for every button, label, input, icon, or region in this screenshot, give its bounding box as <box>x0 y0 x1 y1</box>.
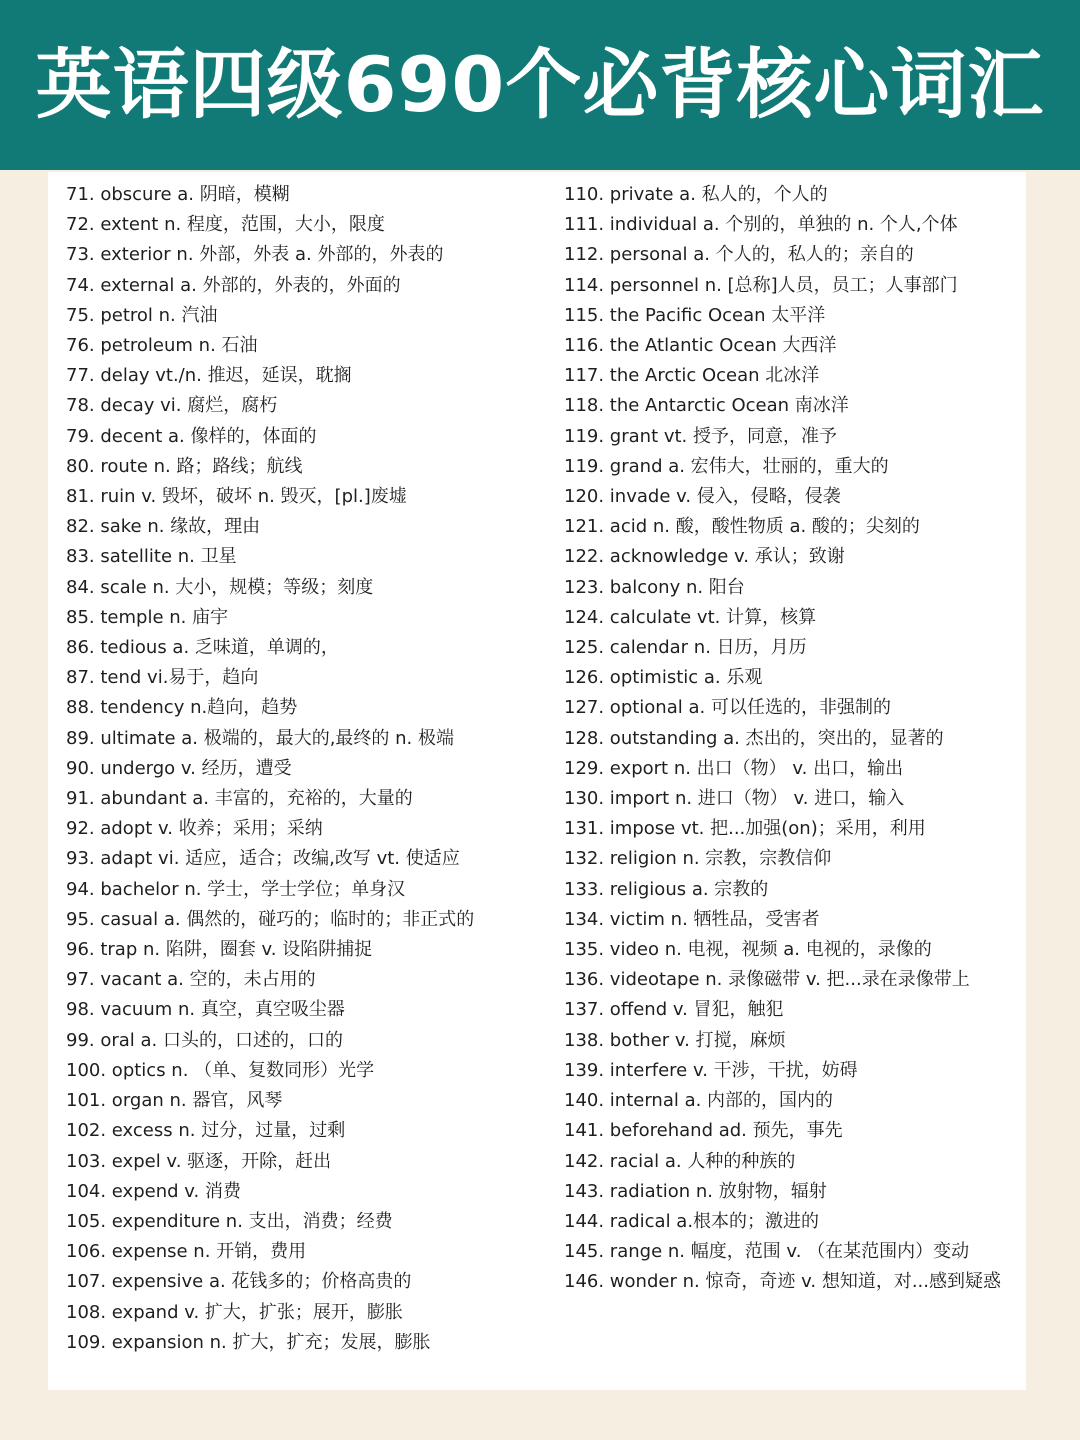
vocabulary-entry: 81. ruin v. 毁坏，破坏 n. 毁灭，[pl.]废墟 <box>66 486 407 508</box>
vocabulary-column-left <box>66 180 486 1358</box>
title-banner <box>0 0 1080 170</box>
vocabulary-entry: 123. balcony n. 阳台 <box>564 576 745 598</box>
vocabulary-entry: 101. organ n. 器官，风琴 <box>66 1090 283 1112</box>
vocabulary-entry: 73. exterior n. 外部，外表 a. 外部的，外表的 <box>66 244 444 266</box>
vocabulary-entry: 98. vacuum n. 真空，真空吸尘器 <box>66 999 345 1021</box>
vocabulary-entry: 95. casual a. 偶然的，碰巧的；临时的；非正式的 <box>66 908 475 930</box>
vocabulary-entry: 84. scale n. 大小，规模；等级；刻度 <box>66 576 374 598</box>
vocabulary-entry: 110. private a. 私人的，个人的 <box>564 184 828 205</box>
vocabulary-entry: 112. personal a. 个人的，私人的；亲自的 <box>564 244 914 266</box>
vocabulary-entry: 119. grand a. 宏伟大，壮丽的，重大的 <box>564 455 889 477</box>
vocabulary-entry: 107. expensive a. 花钱多的；价格高贵的 <box>66 1271 412 1293</box>
vocabulary-entry: 74. external a. 外部的，外表的，外面的 <box>66 274 401 296</box>
vocabulary-entry: 82. sake n. 缘故，理由 <box>66 516 261 538</box>
vocabulary-entry: 136. videotape n. 录像磁带 v. 把...录在录像带上 <box>564 969 970 991</box>
vocabulary-entry: 96. trap n. 陷阱，圈套 v. 设陷阱捕捉 <box>66 939 373 961</box>
vocabulary-entry: 90. undergo v. 经历，遭受 <box>66 757 292 779</box>
vocabulary-entry: 135. video n. 电视，视频 a. 电视的，录像的 <box>564 939 932 961</box>
vocabulary-sheet <box>48 172 1026 1390</box>
vocabulary-entry: 75. petrol n. 汽油 <box>66 304 218 326</box>
vocabulary-entry: 71. obscure a. 阴暗，模糊 <box>66 184 290 205</box>
vocabulary-entry: 124. calculate vt. 计算，核算 <box>564 606 817 628</box>
vocabulary-entry: 128. outstanding a. 杰出的，突出的，显著的 <box>564 727 944 749</box>
page-title: 英语四级690个必背核心词汇 <box>35 40 1045 129</box>
vocabulary-entry: 121. acid n. 酸，酸性物质 a. 酸的；尖刻的 <box>564 516 920 538</box>
vocabulary-entry: 143. radiation n. 放射物，辐射 <box>564 1180 827 1202</box>
vocabulary-entry: 144. radical a.根本的；激进的 <box>564 1210 820 1232</box>
vocabulary-entry: 137. offend v. 冒犯，触犯 <box>564 999 784 1021</box>
vocabulary-entry: 122. acknowledge v. 承认；致谢 <box>564 546 845 568</box>
vocabulary-entry: 105. expenditure n. 支出，消费；经费 <box>66 1210 393 1232</box>
vocabulary-entry: 132. religion n. 宗教，宗教信仰 <box>564 848 832 870</box>
vocabulary-entry: 99. oral a. 口头的，口述的，口的 <box>66 1029 343 1051</box>
vocabulary-entry: 145. range n. 幅度，范围 v. （在某范围内）变动 <box>564 1241 970 1263</box>
vocabulary-entry: 83. satellite n. 卫星 <box>66 546 237 568</box>
vocabulary-entry: 85. temple n. 庙宇 <box>66 606 229 628</box>
vocabulary-entry: 108. expand v. 扩大，扩张；展开，膨胀 <box>66 1301 403 1323</box>
vocabulary-entry: 141. beforehand ad. 预先，事先 <box>564 1120 843 1142</box>
vocabulary-entry: 139. interfere v. 干涉，干扰，妨碍 <box>564 1059 858 1081</box>
vocabulary-entry: 104. expend v. 消费 <box>66 1180 241 1202</box>
vocabulary-entry: 93. adapt vi. 适应，适合；改编,改写 vt. 使适应 <box>66 848 460 870</box>
vocabulary-entry: 78. decay vi. 腐烂，腐朽 <box>66 395 278 417</box>
vocabulary-entry: 89. ultimate a. 极端的，最大的,最终的 n. 极端 <box>66 727 455 749</box>
vocabulary-entry: 140. internal a. 内部的，国内的 <box>564 1090 834 1112</box>
vocabulary-entry: 115. the Pacific Ocean 太平洋 <box>564 304 826 326</box>
vocabulary-entry: 76. petroleum n. 石油 <box>66 335 258 357</box>
vocabulary-entry: 79. decent a. 像样的，体面的 <box>66 425 317 447</box>
vocabulary-entry: 72. extent n. 程度，范围，大小，限度 <box>66 214 385 236</box>
vocabulary-entry: 117. the Arctic Ocean 北冰洋 <box>564 365 820 387</box>
vocabulary-entry: 134. victim n. 牺牲品，受害者 <box>564 908 820 930</box>
vocabulary-entry: 131. impose vt. 把...加强(on)；采用，利用 <box>564 818 926 840</box>
vocabulary-entry: 92. adopt v. 收养；采用；采纳 <box>66 818 323 840</box>
vocabulary-entry: 146. wonder n. 惊奇，奇迹 v. 想知道，对...感到疑惑 <box>564 1271 1001 1293</box>
vocabulary-entry: 94. bachelor n. 学士，学士学位；单身汉 <box>66 878 406 900</box>
vocabulary-entry: 142. racial a. 人种的种族的 <box>564 1150 796 1172</box>
vocabulary-entry: 88. tendency n.趋向，趋势 <box>66 697 298 719</box>
vocabulary-entry: 86. tedious a. 乏味道，单调的， <box>66 637 339 659</box>
vocabulary-entry: 118. the Antarctic Ocean 南冰洋 <box>564 395 849 417</box>
vocabulary-entry: 91. abundant a. 丰富的，充裕的，大量的 <box>66 788 413 810</box>
vocabulary-entry: 106. expense n. 开销，费用 <box>66 1241 307 1263</box>
vocabulary-entry: 127. optional a. 可以任选的，非强制的 <box>564 697 891 719</box>
vocabulary-entry: 125. calendar n. 日历，月历 <box>564 637 807 659</box>
vocabulary-entry: 111. individual a. 个别的，单独的 n. 个人,个体 <box>564 214 958 236</box>
vocabulary-entry: 114. personnel n. [总称]人员，员工；人事部门 <box>564 274 958 296</box>
vocabulary-entry: 138. bother v. 打搅，麻烦 <box>564 1029 786 1051</box>
vocabulary-entry: 80. route n. 路；路线；航线 <box>66 455 303 477</box>
vocabulary-entry: 129. export n. 出口（物） v. 出口，输出 <box>564 757 904 779</box>
vocabulary-entry: 103. expel v. 驱逐，开除，赶出 <box>66 1150 332 1172</box>
vocabulary-entry: 126. optimistic a. 乐观 <box>564 667 763 689</box>
vocabulary-entry: 97. vacant a. 空的，未占用的 <box>66 969 316 991</box>
vocabulary-entry: 109. expansion n. 扩大，扩充；发展，膨胀 <box>66 1331 431 1353</box>
vocabulary-entry: 120. invade v. 侵入，侵略，侵袭 <box>564 486 841 508</box>
vocabulary-entry: 77. delay vt./n. 推迟，延误，耽搁 <box>66 365 352 387</box>
vocabulary-entry: 116. the Atlantic Ocean 大西洋 <box>564 335 837 357</box>
vocabulary-entry: 102. excess n. 过分，过量，过剩 <box>66 1120 346 1142</box>
vocabulary-entry: 119. grant vt. 授予，同意，准予 <box>564 425 837 447</box>
vocabulary-entry: 130. import n. 进口（物） v. 进口，输入 <box>564 788 905 810</box>
vocabulary-entry: 87. tend vi.易于，趋向 <box>66 667 259 689</box>
vocabulary-entry: 133. religious a. 宗教的 <box>564 878 769 900</box>
vocabulary-entry: 100. optics n. （单、复数同形）光学 <box>66 1059 375 1081</box>
vocabulary-column-right <box>564 180 1014 1298</box>
